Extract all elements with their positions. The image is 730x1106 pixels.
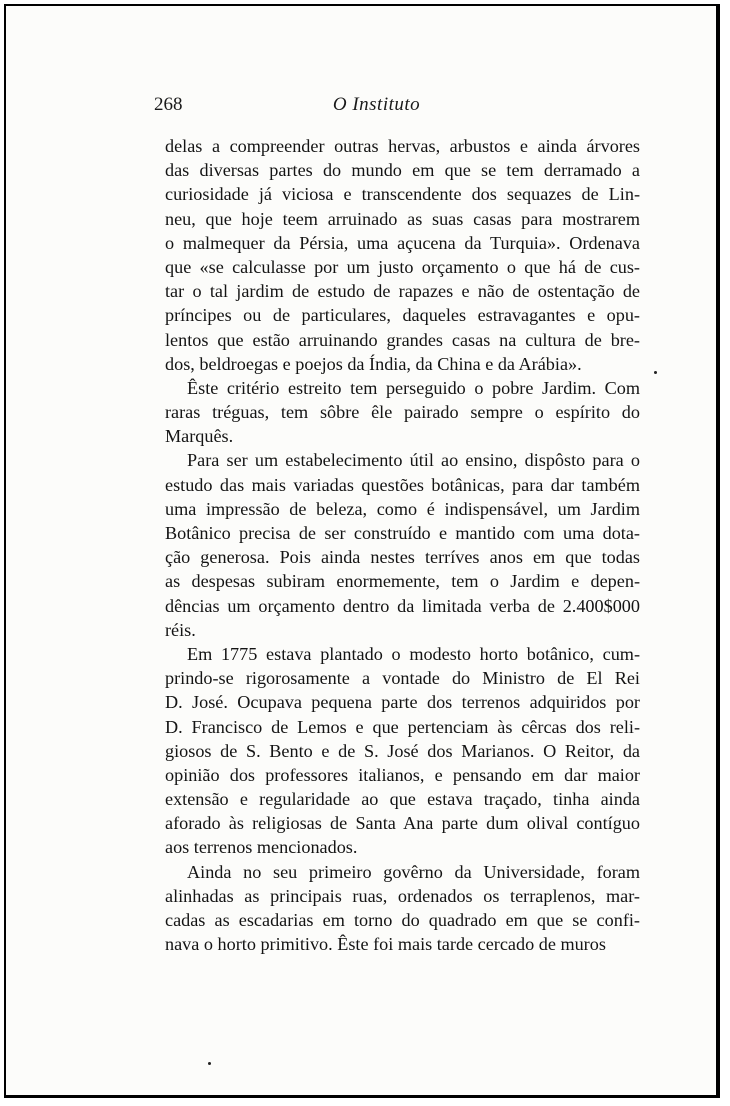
text-line: as despesas subiram enormemente, tem o Jardim e depen- (165, 571, 640, 592)
paragraph (165, 860, 640, 957)
text-line: lentos que estão arruinando grandes casas na cultura de bre- (165, 329, 640, 350)
text-line: D. Francisco de Lemos e que pertenciam às cêrcas dos reli- (165, 716, 640, 737)
text-line: Êste critério estreito tem perseguido o pobre Jardim. Com (187, 377, 640, 398)
text-line: Marquês. (165, 426, 234, 447)
running-head (154, 94, 599, 118)
text-line: neu, que hoje teem arruinado as suas casas para mostrarem (165, 208, 640, 229)
book-page (4, 4, 720, 1098)
text-line: que «se calculasse por um justo orçamento o que há de cus- (165, 256, 640, 277)
body-text (165, 134, 640, 956)
page-number: 268 (154, 94, 183, 115)
text-line: tar o tal jardim de estudo de rapazes e não de ostentação de (165, 281, 640, 302)
paragraph (165, 448, 640, 642)
text-line: cadas as escadarias em torno do quadrado em que se confi- (165, 910, 640, 930)
text-line: o malmequer da Pérsia, uma açucena da Turquia». Ordenava (165, 232, 640, 253)
paragraph (165, 376, 640, 449)
text-line: réis. (165, 619, 196, 640)
text-line: Botânico precisa de ser construído e mantido com uma dota- (165, 523, 640, 543)
text-line: das diversas partes do mundo em que se tem derramado a (165, 160, 640, 181)
text-line: extensão e regularidade ao que estava traçado, tinha ainda (165, 789, 640, 810)
text-line: uma impressão de beleza, como é indispensável, um Jardim (165, 498, 640, 519)
text-line: D. José. Ocupava pequena parte dos terrenos adquiridos por (165, 692, 640, 713)
text-line: curiosidade já viciosa e transcendente dos sequazes de Lin- (165, 184, 640, 205)
paragraph (165, 642, 640, 860)
text-line: ção generosa. Pois ainda nestes terríves anos em que todas (165, 547, 640, 568)
text-line: aforado às religiosas de Santa Ana parte dum olival contíguo (165, 813, 640, 834)
text-line: príncipes ou de particulares, daqueles estravagantes e opu- (165, 305, 640, 326)
print-speck (654, 371, 657, 374)
paragraph (165, 134, 640, 376)
text-line: opinião dos professores italianos, e pensando em dar maior (165, 764, 640, 785)
text-line: delas a compreender outras hervas, arbustos e ainda árvores (165, 136, 640, 156)
text-line: giosos de S. Bento e de S. José dos Marianos. O Reitor, da (165, 740, 640, 761)
text-line: Em 1775 estava plantado o modesto horto botânico, cum- (187, 643, 640, 664)
text-line: Ainda no seu primeiro govêrno da Universidade, foram (187, 861, 640, 882)
text-line: nava o horto primitivo. Êste foi mais tarde cercado de muros (165, 934, 606, 955)
text-line: aos terrenos mencionados. (165, 837, 358, 858)
text-line: raras tréguas, tem sôbre êle pairado sempre o espírito do (165, 402, 640, 423)
journal-title: O Instituto (332, 94, 421, 115)
print-speck (208, 1062, 211, 1065)
text-line: dos, beldroegas e poejos da Índia, da China e da Arábia». (165, 353, 582, 374)
text-line: estudo das mais variadas questões botânicas, para dar também (165, 474, 640, 495)
text-line: alinhadas as principais ruas, ordenados os terraplenos, mar- (165, 885, 640, 906)
text-line: prindo-se rigorosamente a vontade do Ministro de El Rei (165, 668, 640, 689)
text-line: dências um orçamento dentro da limitada verba de 2.400$000 (165, 595, 640, 616)
text-line: Para ser um estabelecimento útil ao ensino, dispôsto para o (187, 450, 640, 471)
